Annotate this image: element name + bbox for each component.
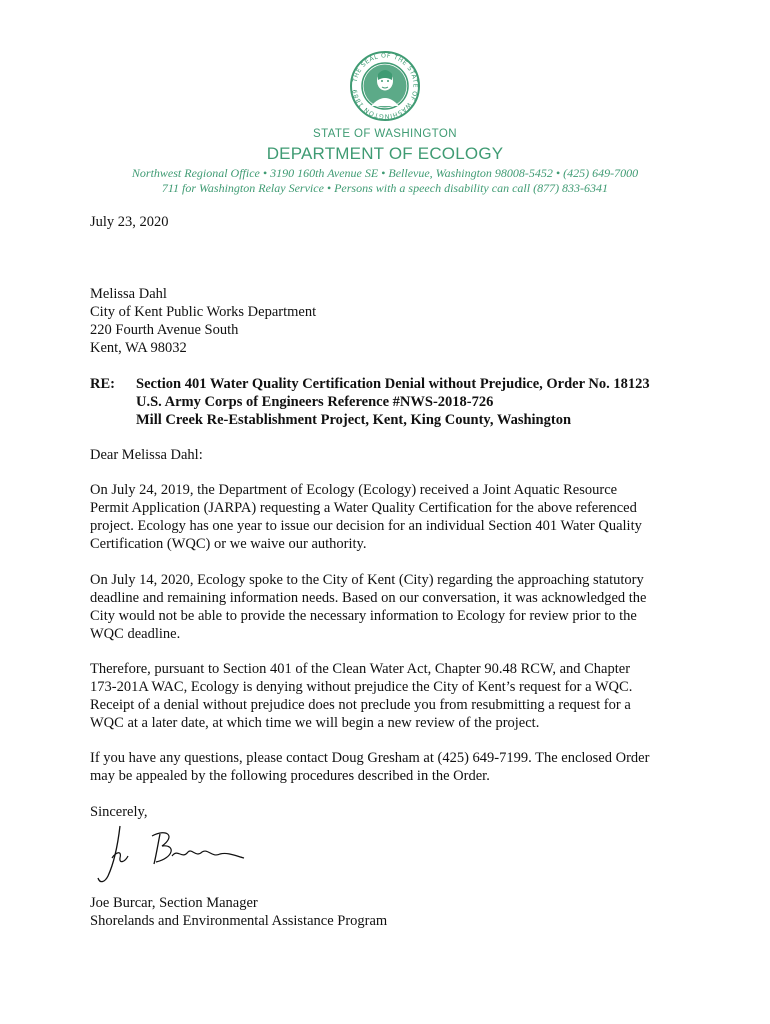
paragraph-line: Receipt of a denial without prejudice does not preclude you from resubmitting a request for a	[90, 697, 631, 713]
signer-program: Shorelands and Environmental Assistance Program	[90, 913, 388, 929]
recipient-name: Melissa Dahl	[90, 286, 167, 302]
paragraph-line: WQC deadline.	[90, 626, 181, 642]
paragraph-line: 173-201A WAC, Ecology is denying without prejudice the City of Kent’s request for a WQC.	[90, 679, 633, 695]
signer-name: Joe Burcar, Section Manager	[90, 895, 258, 911]
paragraph-line: Therefore, pursuant to Section 401 of the Clean Water Act, Chapter 90.48 RCW, and Chapter	[90, 661, 631, 677]
paragraph-application	[90, 481, 642, 553]
subject-line: U.S. Army Corps of Engineers Reference #NWS-2018-726	[136, 394, 494, 410]
letterhead-relay-service: 711 for Washington Relay Service • Persons with a speech disability can call (877) 833-6341	[161, 181, 609, 195]
recipient-street: 220 Fourth Avenue South	[90, 322, 239, 338]
paragraph-line: On July 14, 2020, Ecology spoke to the City of Kent (City) regarding the approaching statutory	[90, 572, 644, 588]
paragraph-line: Permit Application (JARPA) requesting a Water Quality Certification for the above referenced	[90, 500, 637, 516]
recipient-organization: City of Kent Public Works Department	[90, 304, 317, 320]
seal-text: THE SEAL OF THE STATE OF WASHINGTON 1889	[351, 52, 419, 120]
salutation: Dear Melissa Dahl:	[90, 447, 203, 463]
subject-line: Mill Creek Re-Establishment Project, Kent, King County, Washington	[136, 412, 572, 428]
paragraph-conversation	[90, 571, 646, 643]
signature-block	[90, 894, 387, 930]
paragraph-line: On July 24, 2019, the Department of Ecology (Ecology) received a Joint Aquatic Resource	[90, 482, 618, 498]
closing: Sincerely,	[90, 804, 148, 820]
paragraph-line: City would not be able to provide the necessary information to Ecology for review prior to the	[90, 608, 637, 624]
paragraph-line: project. Ecology has one year to issue our decision for an individual Section 401 Water Quality	[90, 518, 642, 534]
letter-date: July 23, 2020	[90, 214, 169, 230]
letterhead-state: STATE OF WASHINGTON	[313, 128, 457, 140]
paragraph-line: WQC at a later date, at which time we will begin a new review of the project.	[90, 715, 540, 731]
paragraph-line: deadline and remaining information needs. Based on our conversation, it was acknowledged the	[90, 590, 647, 606]
paragraph-line: Certification (WQC) or we waive our authority.	[90, 536, 367, 552]
paragraph-contact	[90, 749, 649, 785]
paragraph-denial	[90, 660, 632, 732]
re-label: RE:	[90, 376, 115, 392]
washington-state-seal	[349, 50, 421, 122]
subject-line: Section 401 Water Quality Certification Denial without Prejudice, Order No. 18123	[136, 376, 650, 392]
paragraph-line: If you have any questions, please contact Doug Gresham at (425) 649-7199. The enclosed Order	[90, 750, 650, 766]
handwritten-signature	[92, 818, 252, 892]
letterhead-department: DEPARTMENT OF ECOLOGY	[266, 144, 504, 163]
subject-lines	[136, 375, 650, 429]
recipient-city: Kent, WA 98032	[90, 340, 187, 356]
letterhead-address: Northwest Regional Office • 3190 160th Avenue SE • Bellevue, Washington 98008-5452 • (425) 649-7000	[131, 166, 639, 180]
paragraph-line: may be appealed by the following procedures described in the Order.	[90, 768, 490, 784]
recipient-address	[90, 285, 316, 357]
